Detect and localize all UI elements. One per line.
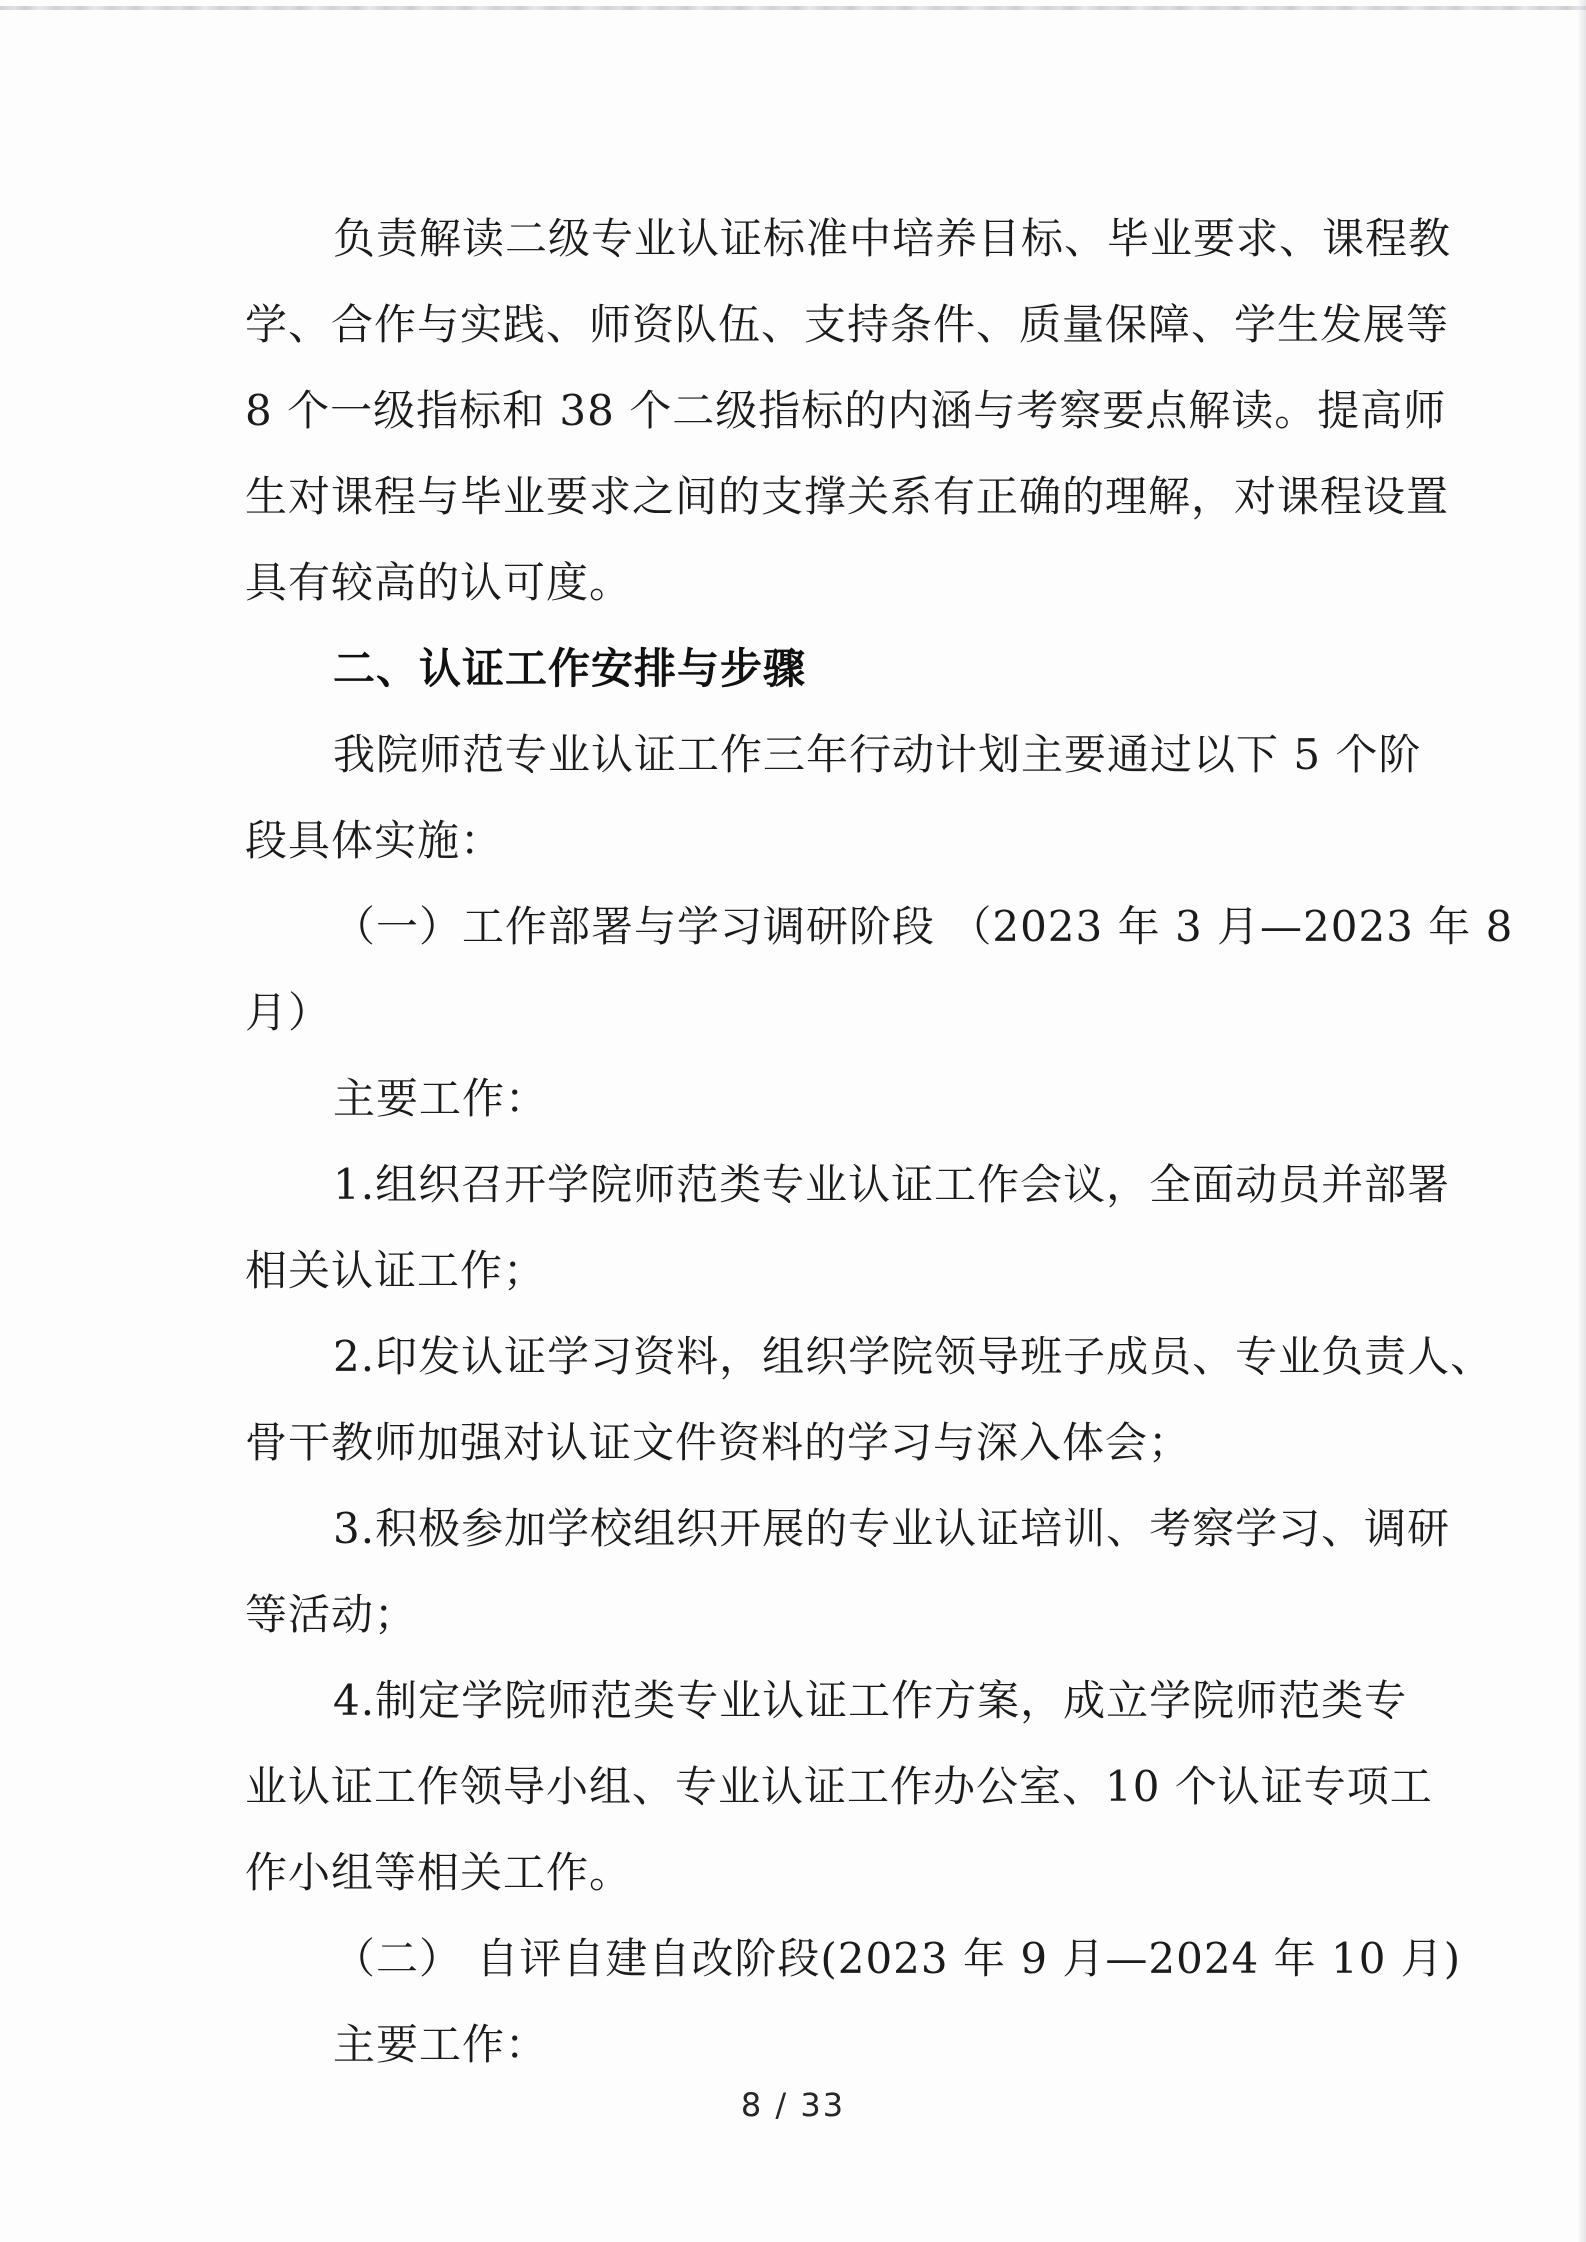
doc-line: 作小组等相关工作。: [245, 1848, 633, 1897]
doc-line: 段具体实施：: [245, 816, 504, 865]
doc-line: 我院师范专业认证工作三年行动计划主要通过以下 5 个阶: [333, 730, 1422, 779]
doc-line: 相关认证工作；: [245, 1246, 547, 1295]
scan-artifact-right-edge: [1577, 0, 1586, 2242]
doc-line: 骨干教师加强对认证文件资料的学习与深入体会；: [245, 1418, 1192, 1467]
doc-line: 3.积极参加学校组织开展的专业认证培训、考察学习、调研: [333, 1504, 1451, 1553]
doc-line: 生对课程与毕业要求之间的支撑关系有正确的理解，对课程设置: [245, 472, 1450, 521]
doc-line: 1.组织召开学院师范类专业认证工作会议，全面动员并部署: [333, 1160, 1451, 1209]
doc-line: 2.印发认证学习资料，组织学院领导班子成员、专业负责人、: [333, 1332, 1494, 1381]
page-number: 8 / 33: [740, 2086, 846, 2124]
doc-line: 业认证工作领导小组、专业认证工作办公室、10 个认证专项工: [245, 1762, 1433, 1811]
subsection-heading: （二） 自评自建自改阶段(2023 年 9 月—2024 年 10 月): [333, 1934, 1462, 1983]
doc-line: 月）: [245, 988, 332, 1037]
doc-line: 等活动；: [245, 1590, 418, 1639]
doc-line: 负责解读二级专业认证标准中培养目标、毕业要求、课程教: [333, 214, 1452, 263]
doc-line: 具有较高的认可度。: [245, 558, 633, 607]
doc-line: 学、合作与实践、师资队伍、支持条件、质量保障、学生发展等: [245, 300, 1450, 349]
doc-line: 主要工作：: [333, 1074, 549, 1123]
document-body: [245, 196, 1514, 2088]
doc-line: 主要工作：: [333, 2020, 549, 2069]
scan-artifact-top: [0, 6, 1586, 10]
section-heading: 二、认证工作安排与步骤: [333, 644, 807, 693]
doc-line: 8 个一级指标和 38 个二级指标的内涵与考察要点解读。提高师: [245, 386, 1447, 435]
subsection-heading: （一）工作部署与学习调研阶段 （2023 年 3 月—2023 年 8: [333, 902, 1514, 951]
doc-line: 4.制定学院师范类专业认证工作方案，成立学院师范类专: [333, 1676, 1408, 1725]
